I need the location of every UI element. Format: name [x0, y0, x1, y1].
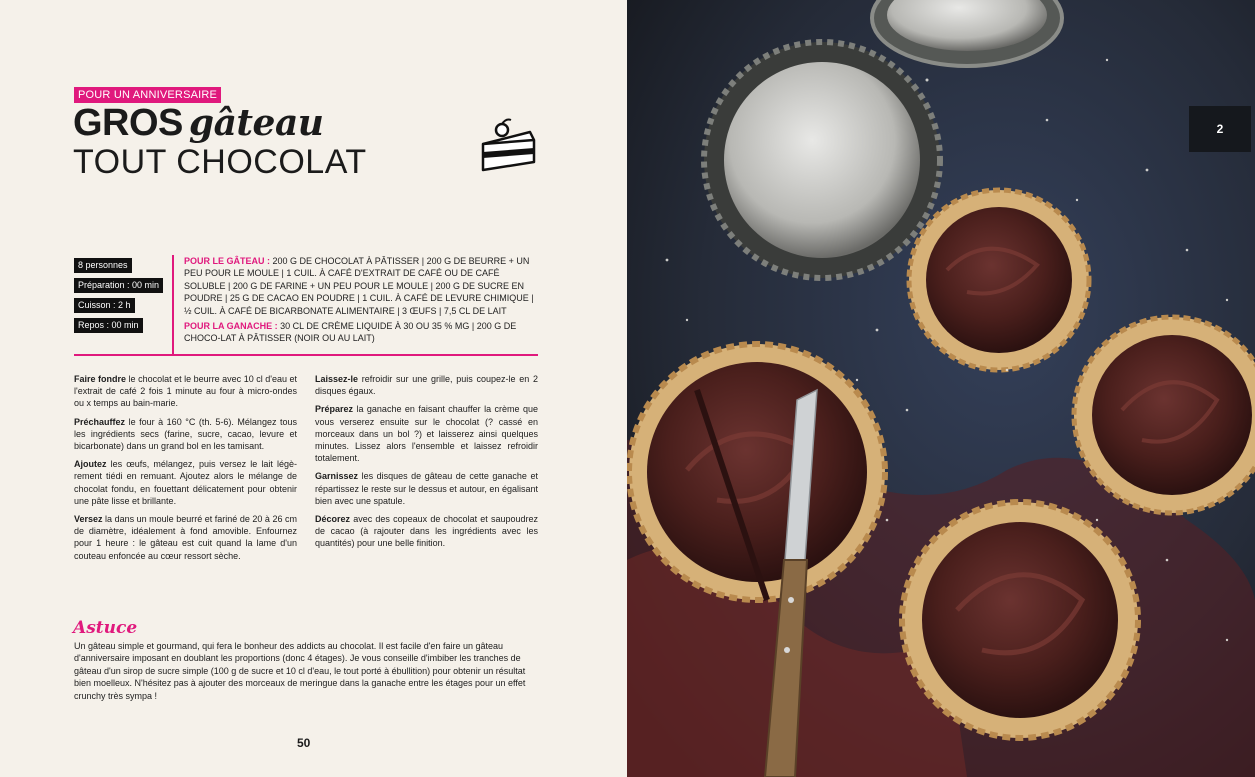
step-text: avec des copeaux de chocolat et saupoudrez de cacao (à rajouter dans les ingrédients avec les quantités) pour une belle finition.	[315, 514, 538, 549]
prep-time-badge: Préparation : 00 min	[74, 278, 163, 293]
step-text: le four à 160 °C (th. 5-6). Mélangez tous les ingrédients secs (farine, sucre, cacao, levure et bicarbonate) dans un grand bol en les tamisant.	[74, 416, 297, 452]
recipe-subtitle: TOUT CHOCOLAT	[73, 143, 367, 181]
step	[315, 470, 538, 507]
step	[74, 373, 297, 410]
ingredients-ganache	[184, 320, 538, 345]
step	[74, 416, 297, 453]
left-page	[0, 0, 627, 777]
step	[74, 513, 297, 562]
step-lead: Ajoutez	[74, 459, 107, 470]
step-text: les œufs, mélangez, puis versez le lait légè-rement tiédi en remuant. Ajoutez alors le mélange de chocolat fondu, en fouettant délicatement pour obtenir une pâte lisse et brillante.	[74, 459, 297, 506]
ingredients-ganache-label: POUR LA GANACHE :	[184, 321, 278, 332]
step-text: refroidir sur une grille, puis coupez-le en 2 disques égaux.	[315, 374, 538, 397]
ingredients-list	[184, 255, 538, 348]
ingredients-cake-label: POUR LE GÂTEAU :	[184, 256, 271, 266]
tarts-photo	[627, 0, 1255, 777]
category-tag: POUR UN ANNIVERSAIRE	[74, 87, 221, 103]
tip-heading: Astuce	[73, 618, 138, 638]
cook-time-badge: Cuisson : 2 h	[74, 298, 135, 313]
step-lead: Laissez-le	[315, 374, 359, 384]
cake-slice-icon	[478, 118, 540, 176]
ingredients-cake-text: 200 G DE CHOCOLAT À PÂTISSER | 200 G DE BEURRE + UN PEU POUR LE MOULE | 1 CUIL. À CAFÉ D'EXTRAIT DE CAFÉ OU DE CAFÉ SOLUBLE | 200 G DE FARINE + UN PEU POUR LE MOULE | 200 G DE SUCRE EN POUDRE | 25 G DE CACAO EN POUDRE | 1 CUIL. À CAFÉ DE LEVURE CHIMIQUE | ½ CUIL. À CAFÉ DE BICARBONATE ALIMENTAIRE | 3 ŒUFS | 7,5 CL DE LAIT	[184, 256, 534, 316]
title-bold: GROS	[73, 102, 183, 144]
info-box	[74, 255, 538, 355]
tip-text: Un gâteau simple et gourmand, qui fera le bonheur des addicts au chocolat. Il est facile d'en faire un gâteau d'anniversaire imposant en doublant les proportions (donc 4 étages). Je vous conseille d'imbiber les tranches de gâteau d'un sirop de sucre simple (100 g de sucre et 10 cl d'eau, le tout porté à ébullition) pour obtenir un résultat bien moelleux. N'hésitez pas à ajouter des morceaux de meringue dans la ganache entre les étages pour un effet crunchy très sympa !	[74, 641, 526, 701]
recipe-title	[73, 101, 323, 145]
step-lead: Préchauffez	[74, 416, 126, 427]
servings-badge: 8 personnes	[74, 258, 132, 273]
step	[315, 513, 538, 550]
title-script: gâteau	[188, 102, 324, 144]
step-text: la ganache en faisant chauffer la crème que vous verserez ensuite sur le chocolat (? cassé en morceaux dans un bol ?) et laisserez ainsi quelques minutes. Lissez alors l'ensemble et laissez refroidir totalement.	[315, 404, 538, 464]
step-text: la dans un moule beurré et fariné de 20 à 26 cm de diamètre, idéalement à fond amovible. Enfournez pour 1 heure : le gâteau est cuit quand la lame d'un couteau enfoncée au cœur ressort sèche.	[74, 514, 297, 561]
step-lead: Préparez	[315, 404, 354, 415]
step-text: le chocolat et le beurre avec 10 cl d'eau et l'extrait de café 2 fois 1 minute au four à micro-ondes ou x temps au bain-marie.	[74, 374, 297, 409]
step	[74, 458, 297, 507]
photo-page	[627, 0, 1255, 777]
step-text: les disques de gâteau de cette ganache et répartissez le reste sur le dessus et autour, en égalisant bien avec une spatule.	[315, 471, 538, 506]
horizontal-divider	[74, 354, 538, 356]
ingredients-ganache-text: 30 CL DE CRÈME LIQUIDE À 30 OU 35 % MG | 200 G DE CHOCO-LAT À PÂTISSER (NOIR OU AU LAIT)	[184, 321, 517, 344]
step-lead: Faire fondre	[74, 374, 127, 384]
page-number: 50	[297, 736, 311, 750]
step-lead: Versez	[74, 514, 103, 525]
step-lead: Décorez	[315, 514, 351, 525]
step	[315, 373, 538, 397]
rest-time-badge: Repos : 00 min	[74, 318, 143, 333]
vertical-divider	[172, 255, 174, 354]
ingredients-cake	[184, 255, 538, 317]
steps-column-1	[74, 373, 297, 568]
step	[315, 403, 538, 464]
recipe-badges	[74, 258, 163, 338]
step-lead: Garnissez	[315, 471, 359, 482]
steps-column-2	[315, 373, 538, 556]
page-badge: 2	[1189, 106, 1251, 152]
